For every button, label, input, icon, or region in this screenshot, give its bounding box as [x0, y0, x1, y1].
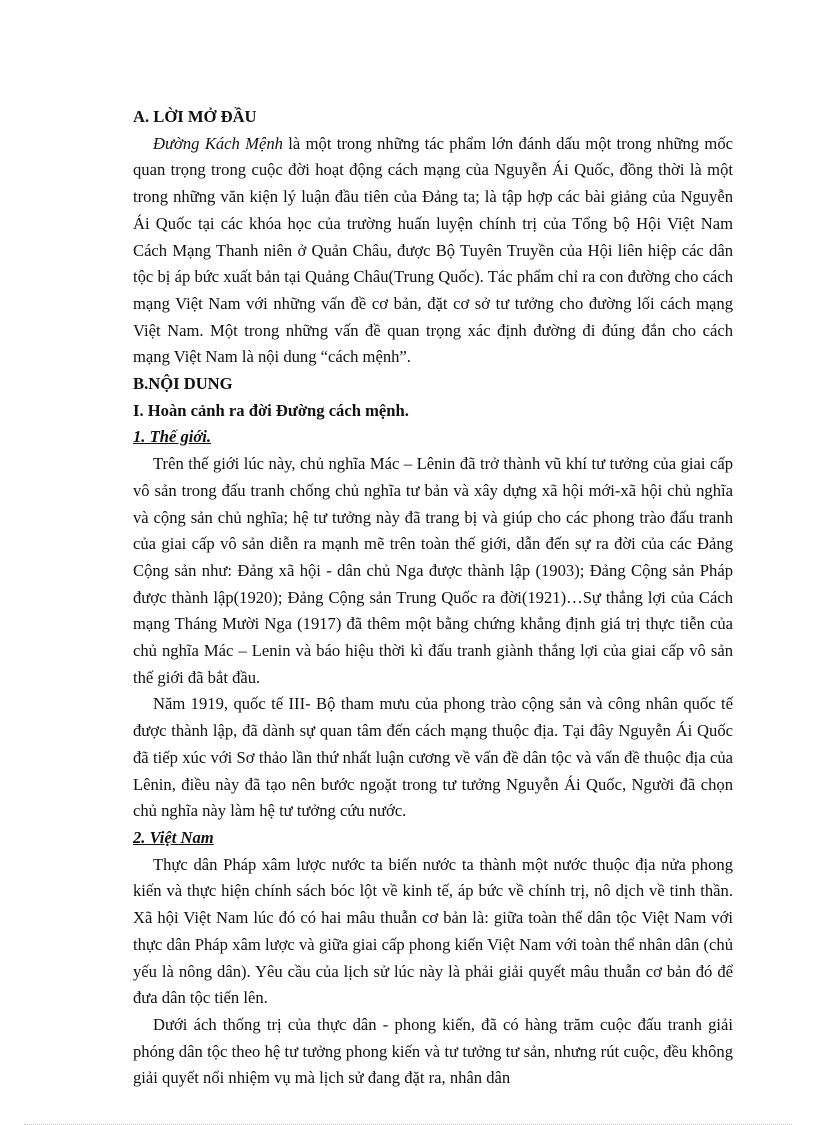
- book-title: Đường Kách Mệnh: [153, 133, 283, 153]
- world-paragraph-1: Trên thế giới lúc này, chủ nghĩa Mác – Lênin đã trở thành vũ khí tư tưởng của giai cấp vô sản trong đấu tranh chống chủ nghĩa tư bản và xây dựng xã hội mới-xã hội chủ nghĩa và cộng sản chủ nghĩa; hệ tư tưởng này đã trang bị và giúp cho các phong trào đấu tranh của giai cấp vô sản diễn ra mạnh mẽ trên toàn thế giới, dẫn đến sự ra đời của các Đảng Cộng sản như: Đảng xã hội - dân chủ Nga được thành lập (1903); Đảng Cộng sản Pháp được thành lập(1920); Đảng Cộng sản Trung Quốc ra đời(1921)…Sự thắng lợi của Cách mạng Tháng Mười Nga (1917) đã thêm một bằng chứng khẳng định giá trị thực tiễn của chủ nghĩa Mác – Lenin và báo hiệu thời kì đấu tranh giành thắng lợi của giai cấp vô sản thế giới đã bắt đầu.: [133, 454, 733, 687]
- document-page: [133, 104, 733, 1092]
- intro-text: là một trong những tác phẩm lớn đánh dấu một trong những mốc quan trọng trong cuộc đời hoạt động cách mạng của Nguyễn Ái Quốc, đồng thời là một trong những văn kiện lý luận đầu tiên của Đảng ta; là tập hợp các bài giảng của Nguyễn Ái Quốc tại các khóa học của trường huấn luyện chính trị của Tổng bộ Hội Việt Nam Cách Mạng Thanh niên ở Quản Châu, được Bộ Tuyên Truyền của Hội liên hiệp các dân tộc bị áp bức xuất bản tại Quảng Châu(Trung Quốc). Tác phẩm chỉ ra con đường cho cách mạng Việt Nam với những vấn đề cơ bản, đặt cơ sở tư tưởng cho đường lối cách mạng Việt Nam. Một trong những vấn đề quan trọng xác định đường đi đúng đắn cho cách mạng Việt Nam là nội dung “cách mệnh”.: [133, 133, 734, 367]
- vietnam-paragraph-1: Thực dân Pháp xâm lược nước ta biến nước ta thành một nước thuộc địa nửa phong kiến và thực hiện chính sách bóc lột về kinh tế, áp bức về chính trị, nô dịch về tinh thần. Xã hội Việt Nam lúc đó có hai mâu thuẫn cơ bản là: giữa toàn thể dân tộc Việt Nam với thực dân Pháp xâm lược và giữa giai cấp phong kiến Việt Nam với toàn thể nhân dân (chủ yếu là nông dân). Yêu cầu của lịch sử lúc này là phải giải quyết mâu thuẫn cơ bản đó để đưa dân tộc tiến lên.: [133, 854, 733, 1008]
- world-paragraph-2: Năm 1919, quốc tế III- Bộ tham mưu của phong trào cộng sản và công nhân quốc tế được thành lập, đã dành sự quan tâm đến cách mạng thuộc địa. Tại đây Nguyễn Ái Quốc đã tiếp xúc với Sơ thảo lần thứ nhất luận cương về vấn đề dân tộc và vấn đề thuộc địa của Lênin, điều này đã tạo nên bước ngoặt trong tư tưởng Nguyễn Ái Quốc, Người đã chọn chủ nghĩa này làm hệ tư tưởng cứu nước.: [133, 694, 733, 821]
- vietnam-paragraph-2: Dưới ách thống trị của thực dân - phong kiến, đã có hàng trăm cuộc đấu tranh giải phóng dân tộc theo hệ tư tưởng phong kiến và tư tưởng tư sản, nhưng rút cuộc, đều không giải quyết nổi nhiệm vụ mà lịch sử đang đặt ra, nhân dân: [133, 1014, 733, 1088]
- vietnam-title: 2. Việt Nam: [133, 827, 214, 847]
- section-b-title: B.NỘI DUNG: [133, 374, 233, 394]
- intro-paragraph: [133, 131, 733, 371]
- part1-title: I. Hoàn cảnh ra đời Đường cách mệnh.: [133, 400, 409, 420]
- section-a-title: A. LỜI MỞ ĐẦU: [133, 107, 257, 126]
- world-title: 1. Thế giới.: [133, 427, 212, 447]
